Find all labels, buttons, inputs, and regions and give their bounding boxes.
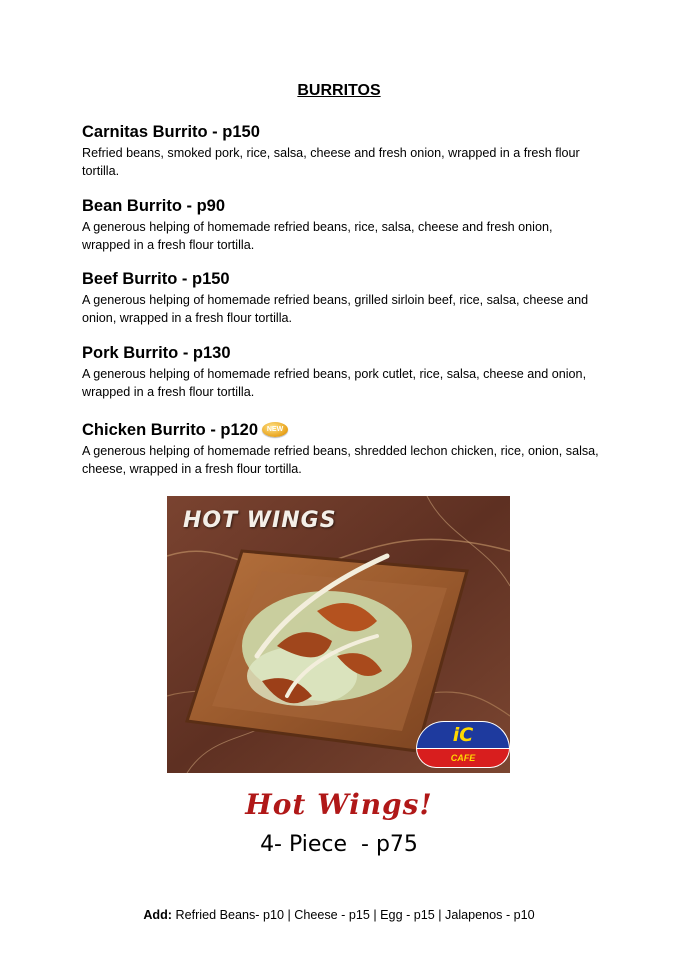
- addons-line: [0, 908, 678, 922]
- item-name: Beef Burrito - p150: [82, 270, 230, 288]
- item-name: Bean Burrito - p90: [82, 197, 226, 215]
- menu-item-bean-burrito: [82, 196, 602, 254]
- new-badge-icon: NEW: [262, 422, 288, 437]
- menu-item-beef-burrito: [82, 269, 602, 327]
- menu-item-chicken-burrito: [82, 420, 602, 478]
- item-name: Carnitas Burrito - p150: [82, 123, 260, 141]
- item-description: A generous helping of homemade refried beans, shredded lechon chicken, rice, onion, salsa, cheese, wrapped in a fresh flour tortilla.: [82, 444, 599, 476]
- addons-text: Refried Beans- p10 | Cheese - p15 | Egg - p15 | Jalapenos - p10: [172, 908, 535, 922]
- menu-item-pork-burrito: [82, 343, 602, 401]
- logo-bottom: CAFE: [416, 748, 510, 768]
- promo-title: Hot Wings!: [245, 788, 433, 821]
- promo-price: 4- Piece - p75: [260, 832, 418, 857]
- item-description: A generous helping of homemade refried beans, rice, salsa, cheese and fresh onion, wrapped in a fresh flour tortilla.: [82, 220, 553, 252]
- item-name: Pork Burrito - p130: [82, 344, 231, 362]
- logo-top: iC: [416, 721, 510, 749]
- ic-cafe-logo: [416, 721, 508, 769]
- addons-label: Add:: [143, 908, 172, 922]
- item-description: Refried beans, smoked pork, rice, salsa, cheese and fresh onion, wrapped in a fresh flour tortilla.: [82, 146, 580, 178]
- photo-caption: HOT WINGS: [183, 508, 337, 533]
- hot-wings-photo: [167, 496, 510, 773]
- section-title: BURRITOS: [297, 82, 381, 99]
- item-name: Chicken Burrito - p120: [82, 421, 259, 439]
- item-description: A generous helping of homemade refried beans, pork cutlet, rice, salsa, cheese and onion, wrapped in a fresh flour tortilla.: [82, 367, 587, 399]
- menu-item-carnitas-burrito: [82, 122, 602, 180]
- item-description: A generous helping of homemade refried beans, grilled sirloin beef, rice, salsa, cheese and onion, wrapped in a fresh flour tortilla.: [82, 293, 589, 325]
